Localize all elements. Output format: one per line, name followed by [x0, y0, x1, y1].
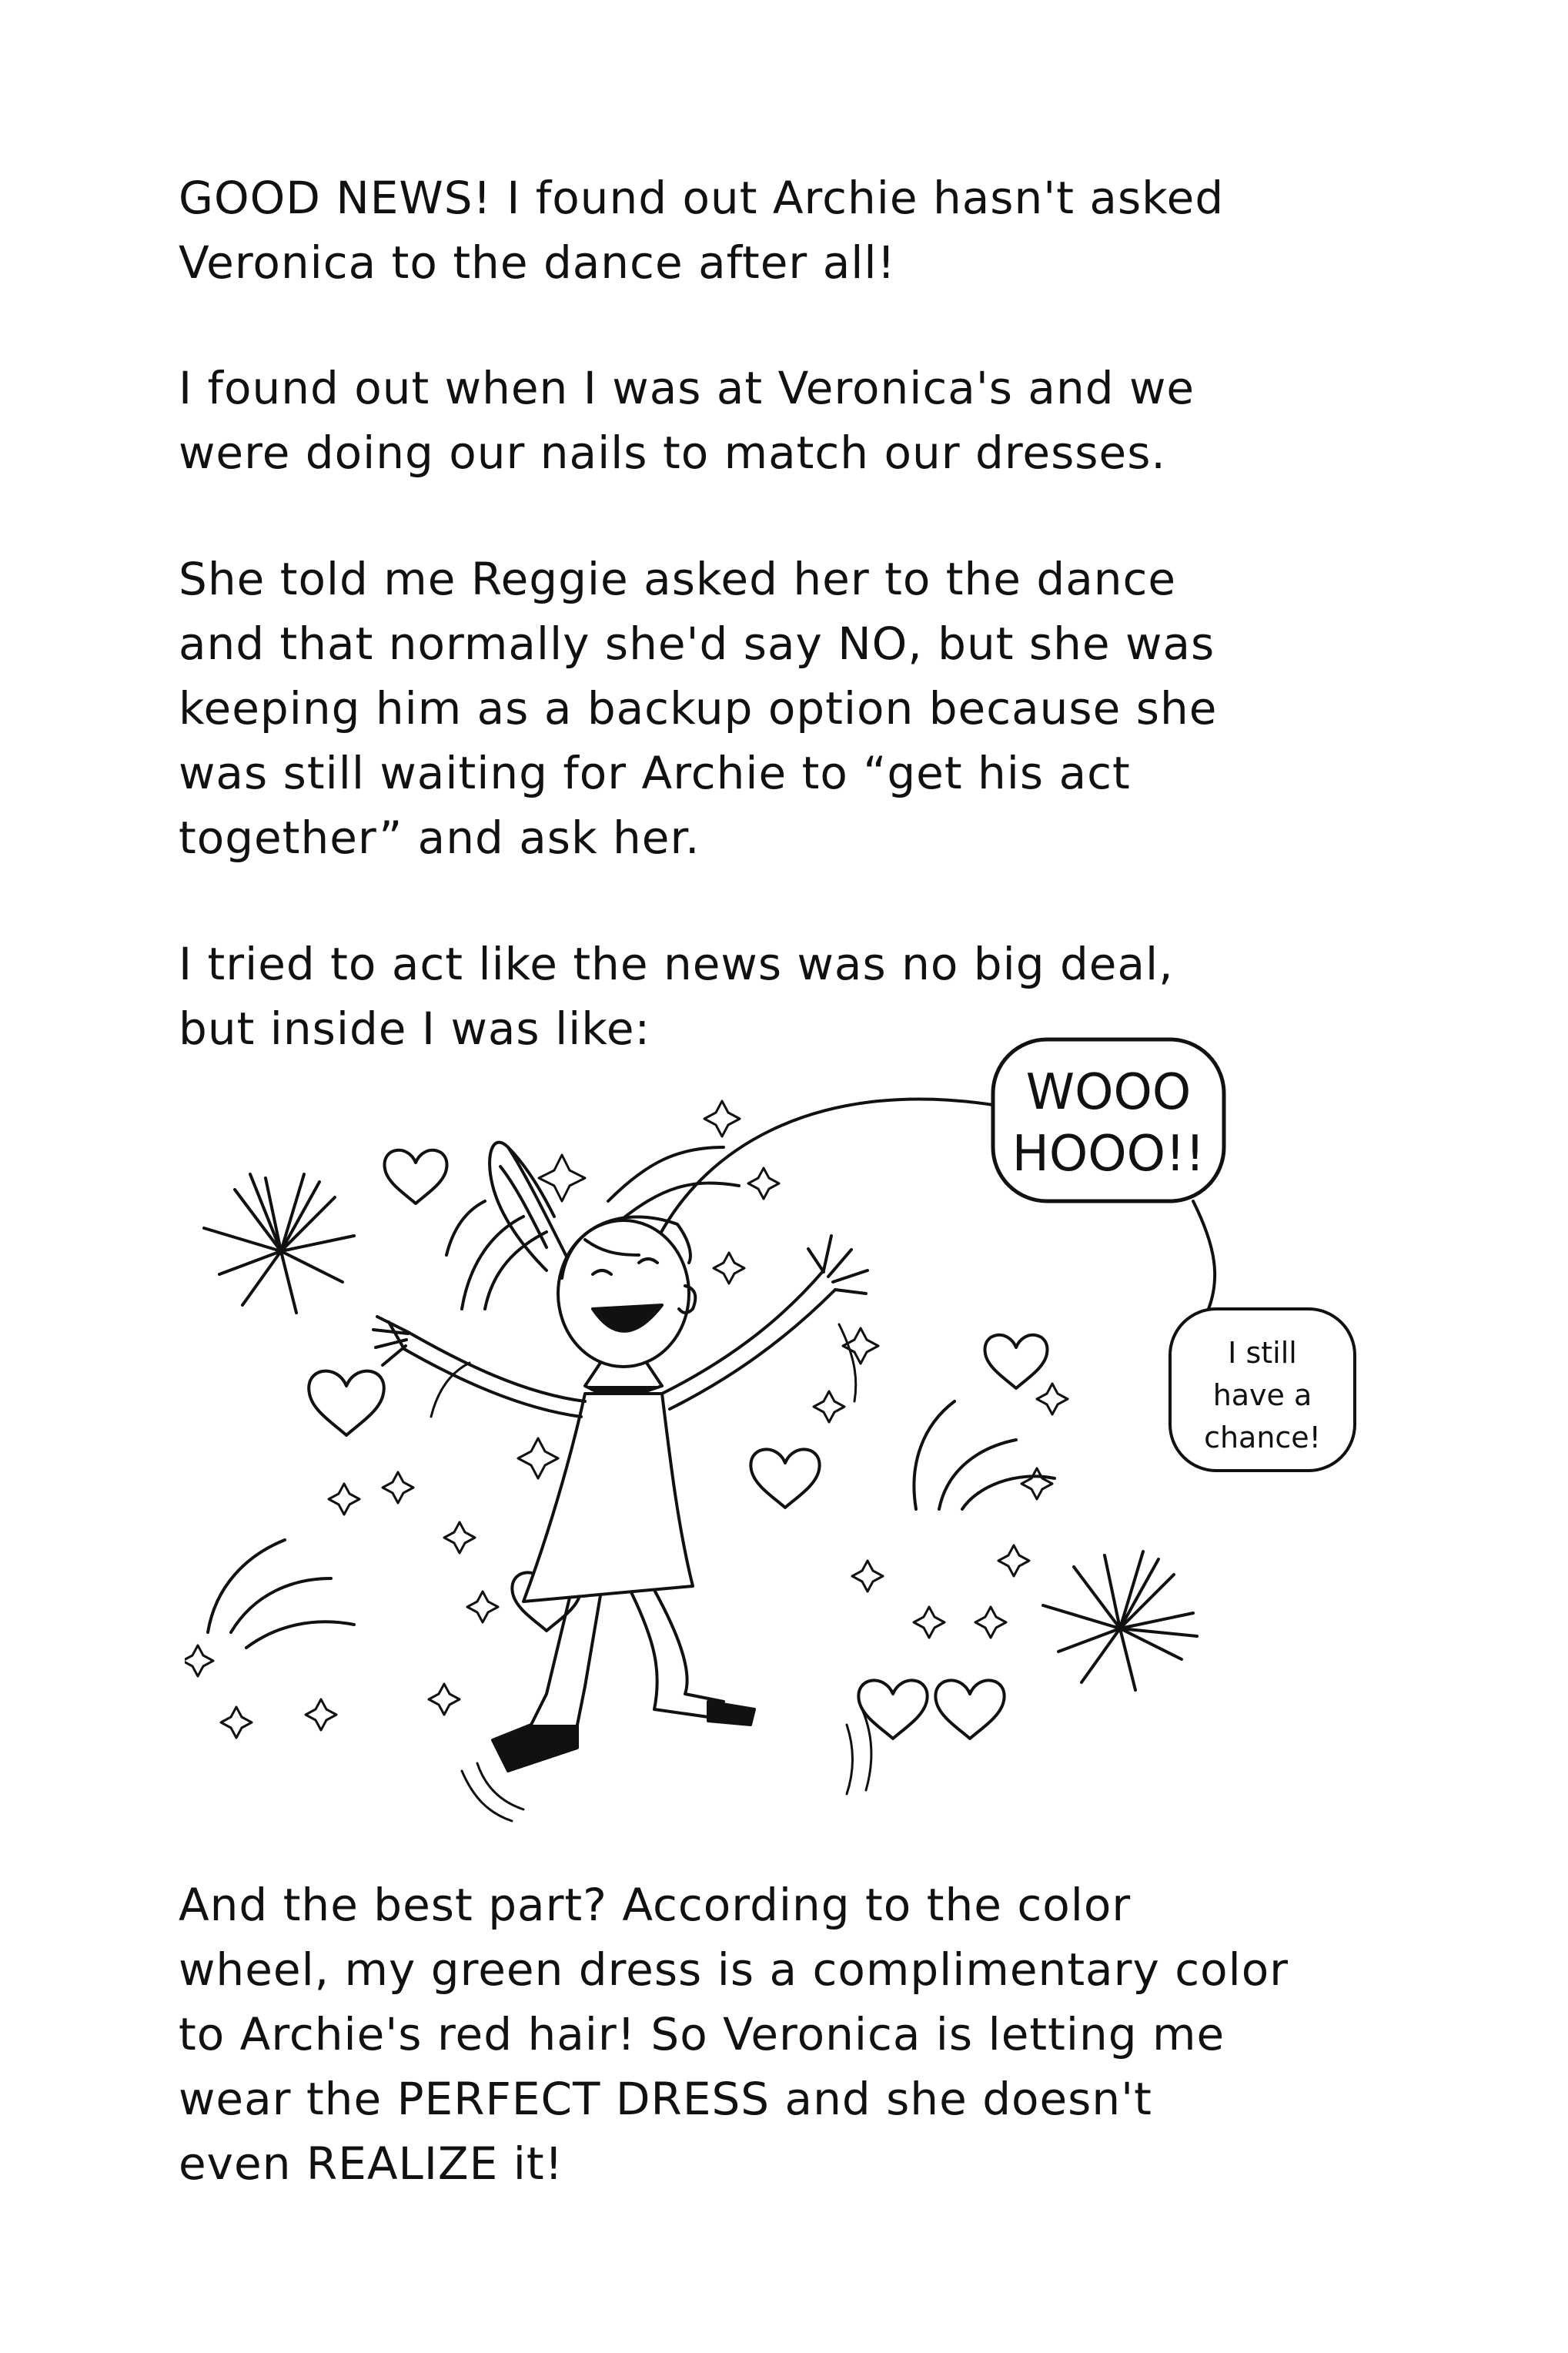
bubble-small-line1: I still [1228, 1336, 1297, 1370]
speech-bubble-small [1170, 1309, 1355, 1471]
paragraph-reggie: She told me Reggie asked her to the dance and that normally she'd say NO, but she was keeping him as a backup option because she was still waiting for Archie to “get his act together” and ask her. [179, 553, 1218, 864]
jumping-girl [373, 1143, 871, 1821]
bubble-main-line2: HOOO!! [1011, 1126, 1205, 1183]
paragraph-found-out: I found out when I was at Veronica's and we were doing our nails to match our dresses. [179, 362, 1195, 479]
paragraph-good-news: GOOD NEWS! I found out Archie hasn't asked Veronica to the dance after all! [179, 172, 1225, 289]
speech-bubble-main [647, 1039, 1224, 1309]
firework-burst-right [1043, 1551, 1197, 1690]
paragraph-tried-to-act: I tried to act like the news was no big deal, but inside I was like: [179, 938, 1174, 1055]
bubble-small-line3: chance! [1204, 1421, 1321, 1454]
paragraph-best-part: And the best part? According to the color wheel, my green dress is a complimentary color to Archie's red hair! So Veronica is letting me wear the PERFECT DRESS and she doesn't even REALIZE it! [179, 1879, 1289, 2190]
bubble-small-line2: have a [1212, 1378, 1312, 1412]
bubble-main-line1: WOOO [1025, 1064, 1192, 1121]
hearts [309, 1150, 1047, 1739]
celebration-illustration [185, 1032, 1386, 1840]
firework-burst-left [204, 1174, 354, 1313]
